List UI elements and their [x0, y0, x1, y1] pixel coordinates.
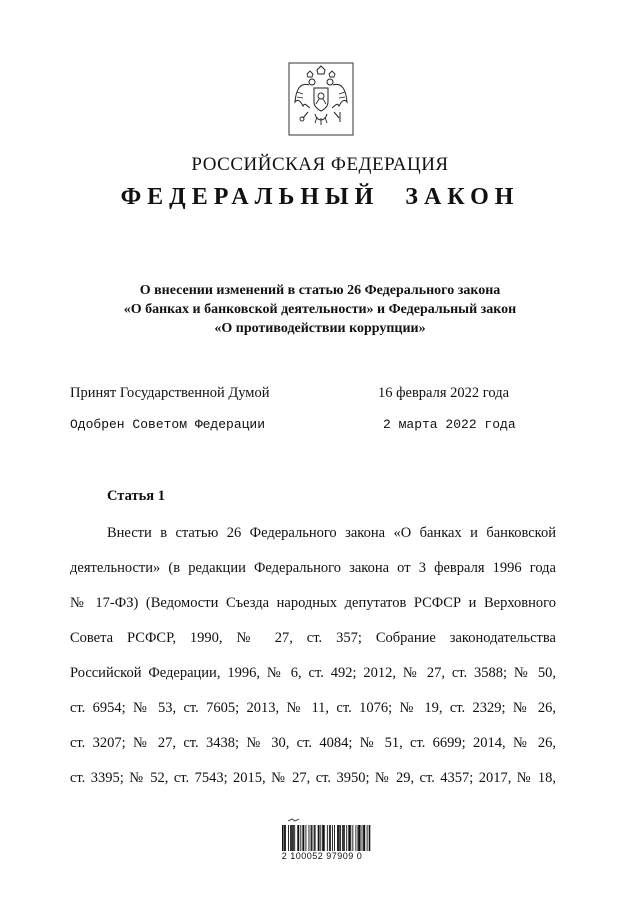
- barcode-bar: [305, 825, 306, 851]
- approved-by-council-label: Одобрен Советом Федерации: [70, 417, 266, 432]
- barcode-bar: [322, 825, 323, 851]
- barcode-bar: [329, 825, 330, 851]
- adopted-by-duma-label: Принят Государственной Думой: [70, 385, 270, 401]
- barcode-bar: [364, 825, 366, 851]
- barcode-bar: [342, 825, 343, 851]
- barcode-bar: [332, 825, 333, 851]
- state-emblem-icon: [288, 62, 354, 136]
- barcode-bar: [324, 825, 325, 851]
- country-name: РОССИЙСКАЯ ФЕДЕРАЦИЯ: [191, 154, 449, 175]
- article-text-line: ст. 3207; № 27, ст. 3438; № 30, ст. 4084; № 51, ст. 6699; 2014, № 26,: [70, 735, 556, 751]
- approved-by-council-date: 2 марта 2022 года: [383, 417, 516, 432]
- adopted-by-duma-date: 16 февраля 2022 года: [378, 385, 510, 401]
- article-text-line: № 17-ФЗ) (Ведомости Съезда народных депутатов РСФСР и Верховного: [70, 595, 556, 611]
- article-text-line: Российской Федерации, 1996, № 6, ст. 492; 2012, № 27, ст. 3588; № 50,: [70, 665, 556, 681]
- barcode-bar: [298, 825, 299, 851]
- barcode-bar: [300, 825, 301, 851]
- barcode-bar: [294, 825, 295, 851]
- barcode-bar: [284, 825, 285, 851]
- barcode-bar: [320, 825, 321, 851]
- barcode-number: 2 100052 97909 0: [281, 851, 363, 861]
- barcode-bar: [357, 825, 358, 851]
- article-text-line: ст. 6954; № 53, ст. 7605; 2013, № 11, ст. 1076; № 19, ст. 2329; № 26,: [70, 700, 556, 716]
- article-text-line: ст. 3395; № 52, ст. 7543; 2015, № 27, ст. 3950; № 29, ст. 4357; 2017, № 18,: [70, 770, 556, 786]
- barcode-bar: [363, 825, 364, 851]
- barcode-bar: [334, 825, 335, 851]
- barcode-bar: [314, 825, 315, 851]
- barcode-bar: [349, 825, 350, 851]
- barcode-bar: [355, 825, 356, 851]
- article-text-line: деятельности» (в редакции Федерального закона от 3 февраля 1996 года: [70, 560, 556, 576]
- article-heading: Статья 1: [107, 488, 165, 504]
- barcode-bar: [285, 825, 286, 851]
- law-subject: [0, 281, 640, 338]
- barcode-bar: [303, 825, 304, 851]
- barcode-bar: [337, 825, 338, 851]
- barcode-bar: [359, 825, 361, 851]
- barcode-bar: [291, 825, 292, 851]
- barcode-bar: [288, 825, 289, 851]
- barcode-bar: [352, 825, 353, 851]
- barcode-bar: [282, 825, 284, 851]
- barcode-bar: [327, 825, 328, 851]
- barcode-bar: [318, 825, 320, 851]
- barcode-bar: [346, 825, 347, 851]
- subject-line: «О банках и банковской деятельности» и Федеральный закон: [123, 302, 517, 317]
- subject-line: «О противодействии коррупции»: [214, 321, 426, 336]
- subject-line: О внесении изменений в статью 26 Федерального закона: [139, 283, 501, 298]
- barcode-bar: [292, 825, 294, 851]
- barcode-bar: [309, 825, 310, 851]
- barcode-bar: [350, 825, 351, 851]
- article-text-line: Внести в статью 26 Федерального закона «О банках и банковской: [107, 525, 556, 541]
- barcode-bar: [330, 825, 331, 851]
- barcode-bar: [312, 825, 313, 851]
- barcode-bar: [315, 825, 316, 851]
- barcode-bar: [311, 825, 312, 851]
- article-text-line: Совета РСФСР, 1990, № 27, ст. 357; Собрание законодательства: [70, 630, 556, 646]
- barcode-bar: [369, 825, 371, 851]
- barcode-bar: [343, 825, 345, 851]
- barcode-icon: [280, 817, 372, 852]
- barcode-bar: [290, 825, 291, 851]
- barcode-bar: [340, 825, 341, 851]
- barcode-bar: [367, 825, 368, 851]
- barcode-bar: [361, 825, 362, 851]
- document-type-title: ФЕДЕРАЛЬНЫЙ ЗАКОН: [120, 184, 520, 210]
- barcode-bar: [338, 825, 340, 851]
